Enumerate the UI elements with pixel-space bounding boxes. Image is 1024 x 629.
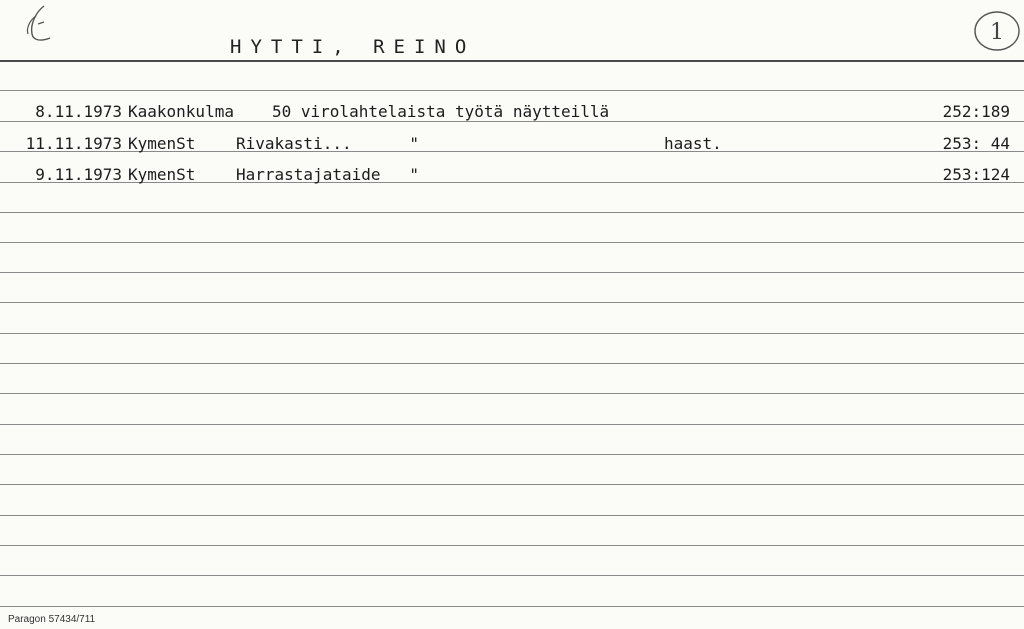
entry-ref: 253:124 bbox=[942, 165, 1010, 184]
ruled-line bbox=[0, 606, 1024, 607]
entry-date: 9.11.1973 bbox=[35, 165, 122, 184]
entry-source: Kaakonkulma bbox=[128, 102, 234, 121]
ruled-line bbox=[0, 212, 1024, 213]
handwritten-mark bbox=[14, 2, 64, 50]
entry-date: 11.11.1973 bbox=[25, 134, 122, 153]
ruled-line bbox=[0, 302, 1024, 303]
ruled-line bbox=[0, 242, 1024, 243]
printer-imprint: Paragon 57434/711 bbox=[8, 614, 96, 625]
entry-title: 50 virolahtelaista työtä näytteillä bbox=[272, 102, 610, 121]
ruled-line bbox=[0, 90, 1024, 91]
ruled-line bbox=[0, 272, 1024, 273]
ruled-line bbox=[0, 363, 1024, 364]
entry-row bbox=[0, 102, 1024, 126]
ruled-line bbox=[0, 484, 1024, 485]
entry-note: haast. bbox=[664, 134, 722, 153]
entry-title: Harrastajataide " bbox=[236, 165, 420, 184]
entry-title: Rivakasti... " bbox=[236, 134, 420, 153]
ruled-line bbox=[0, 393, 1024, 394]
ruled-line bbox=[0, 545, 1024, 546]
circled-number bbox=[972, 8, 1022, 54]
entry-row bbox=[0, 134, 1024, 158]
entry-ref: 252:189 bbox=[942, 102, 1010, 121]
entry-row bbox=[0, 165, 1024, 189]
ruled-line bbox=[0, 515, 1024, 516]
ruled-line bbox=[0, 60, 1024, 62]
entry-date: 8.11.1973 bbox=[35, 102, 122, 121]
entry-ref: 253: 44 bbox=[942, 134, 1010, 153]
entry-source: KymenSt bbox=[128, 134, 196, 153]
card-header-name: HYTTI, REINO bbox=[230, 36, 476, 58]
ruled-line bbox=[0, 575, 1024, 576]
circled-number-text: 1 bbox=[990, 20, 1004, 45]
ruled-line bbox=[0, 333, 1024, 334]
ruled-line bbox=[0, 424, 1024, 425]
ruled-line bbox=[0, 454, 1024, 455]
entry-source: KymenSt bbox=[128, 165, 196, 184]
